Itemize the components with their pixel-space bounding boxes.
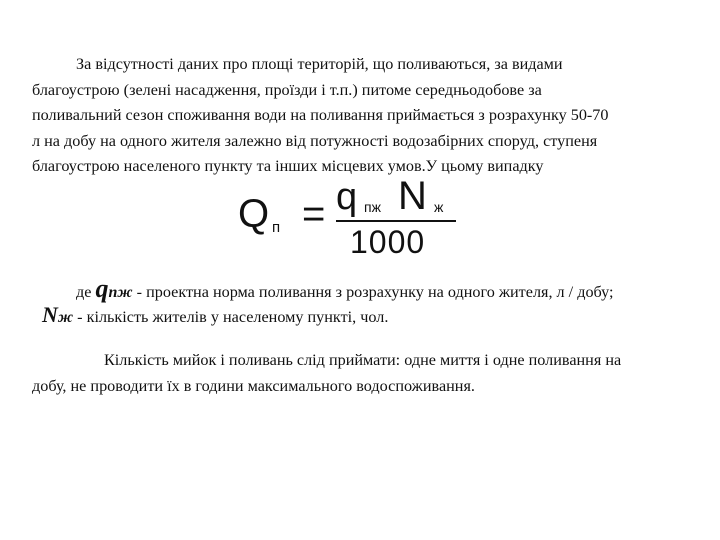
text-line: поливальний сезон споживання води на поливання приймається з розрахунку 50-70 bbox=[32, 106, 609, 124]
symbol-N-subscript: ж bbox=[57, 309, 74, 326]
formula-numerator-q-subscript: пж bbox=[364, 199, 381, 215]
definition-q bbox=[76, 274, 614, 304]
formula-denominator: 1000 bbox=[350, 224, 426, 260]
text-line: л на добу на одного жителя залежно від потужності водозабірних споруд, ступеня bbox=[32, 131, 598, 150]
formula-lhs: Q bbox=[238, 192, 270, 236]
washing-paragraph bbox=[32, 348, 692, 399]
symbol-q-subscript: пж bbox=[108, 284, 133, 301]
formula-numerator-N: N bbox=[398, 174, 427, 218]
formula-numerator-N-subscript: ж bbox=[434, 199, 444, 215]
text-line: За відсутності даних про площі територій, що поливаються, за видами bbox=[76, 55, 563, 73]
definition-N bbox=[42, 304, 388, 329]
formula bbox=[232, 176, 472, 258]
symbol-N: N bbox=[42, 302, 58, 327]
text-line: благоустрою населеного пункту та інших місцевих умов.У цьому випадку bbox=[32, 157, 544, 175]
definition-prefix: де bbox=[76, 283, 96, 301]
definition-text: - кількість жителів у населеному пункті, чол. bbox=[73, 308, 389, 326]
fraction-bar bbox=[336, 220, 456, 222]
definition-text: - проектна норма поливання з розрахунку на одного жителя, л / добу; bbox=[132, 283, 614, 301]
formula-equals: = bbox=[302, 192, 326, 236]
intro-paragraph bbox=[32, 52, 692, 180]
formula-numerator-q: q bbox=[336, 176, 358, 218]
text-line: добу, не проводити їх в години максимального водоспоживання. bbox=[32, 376, 475, 395]
text-line: Кількість мийок і поливань слід приймати: одне миття і одне поливання на bbox=[104, 351, 622, 369]
symbol-q: q bbox=[95, 274, 109, 303]
text-line: благоустрою (зелені насадження, проїзди і т.п.) питоме середньодобове за bbox=[32, 80, 542, 99]
formula-lhs-subscript: п bbox=[272, 219, 281, 236]
